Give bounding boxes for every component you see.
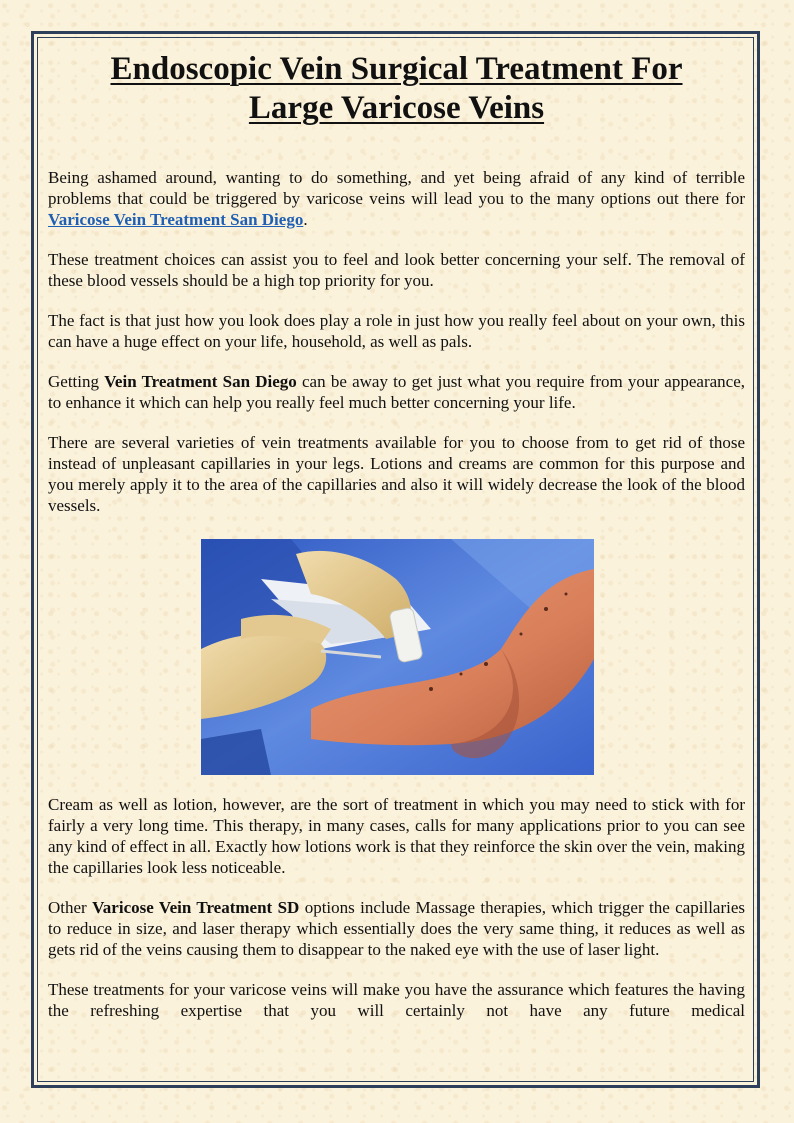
page-title xyxy=(48,50,745,128)
paragraph-assurance: These treatments for your varicose veins will make you have the assurance which features the having the refreshing expertise that you will certainly not have any future medical xyxy=(48,980,745,1020)
paragraph-getting-treatment xyxy=(48,371,745,413)
varicose-vein-treatment-link[interactable]: Varicose Vein Treatment San Diego xyxy=(48,210,304,229)
title-line-2: Large Varicose Veins xyxy=(248,90,545,126)
document-body xyxy=(48,50,745,1080)
paragraph-intro-end: . xyxy=(303,210,308,229)
vein-treatment-keyword: Vein Treatment San Diego xyxy=(104,372,297,391)
paragraph-treatment-choices: These treatment choices can assist you to feel and look better concerning your self. The removal of these blood vessels should be a high top priority for you. xyxy=(48,250,745,290)
paragraph-getting-rest: can be away to get just what you require from your appearance, to enhance it which can help you really feel much better concerning your life. xyxy=(48,372,745,412)
title-line-1: Endoscopic Vein Surgical Treatment For xyxy=(110,51,683,87)
paragraph-other-text: Other xyxy=(48,898,93,917)
procedure-photo xyxy=(201,539,594,775)
paragraph-other-options xyxy=(48,897,745,960)
paragraph-intro xyxy=(48,167,745,230)
varicose-vein-sd-keyword: Varicose Vein Treatment SD xyxy=(92,898,300,917)
paragraph-other-rest: options include Massage therapies, which trigger the capillaries to reduce in size, and laser therapy which essentially does the very same thing, it reduces as well as gets rid of the veins causing them to disappear to the naked eye with the use of laser light. xyxy=(48,898,745,959)
paragraph-varieties: There are several varieties of vein treatments available for you to choose from to get rid of those instead of unpleasant capillaries in your legs. Lotions and creams are common for this purpose and you merely apply it to the area of the capillaries and also it will widely decrease the look of the blood vessels. xyxy=(48,433,745,515)
paragraph-intro-text: Being ashamed around, wanting to do something, and yet being afraid of any kind of terrible problems that could be triggered by varicose veins will lead you to the many options out there for xyxy=(48,168,745,208)
paragraph-appearance: The fact is that just how you look does play a role in just how you really feel about on your own, this can have a huge effect on your life, household, as well as pals. xyxy=(48,311,745,351)
paragraph-cream-lotion: Cream as well as lotion, however, are the sort of treatment in which you may need to stick with for fairly a very long time. This therapy, in many cases, calls for many applications prior to you can see any kind of effect in all. Exactly how lotions work is that they reinforce the skin over the vein, making the capillaries look less noticeable. xyxy=(48,795,745,877)
paragraph-getting-text: Getting xyxy=(48,372,105,391)
